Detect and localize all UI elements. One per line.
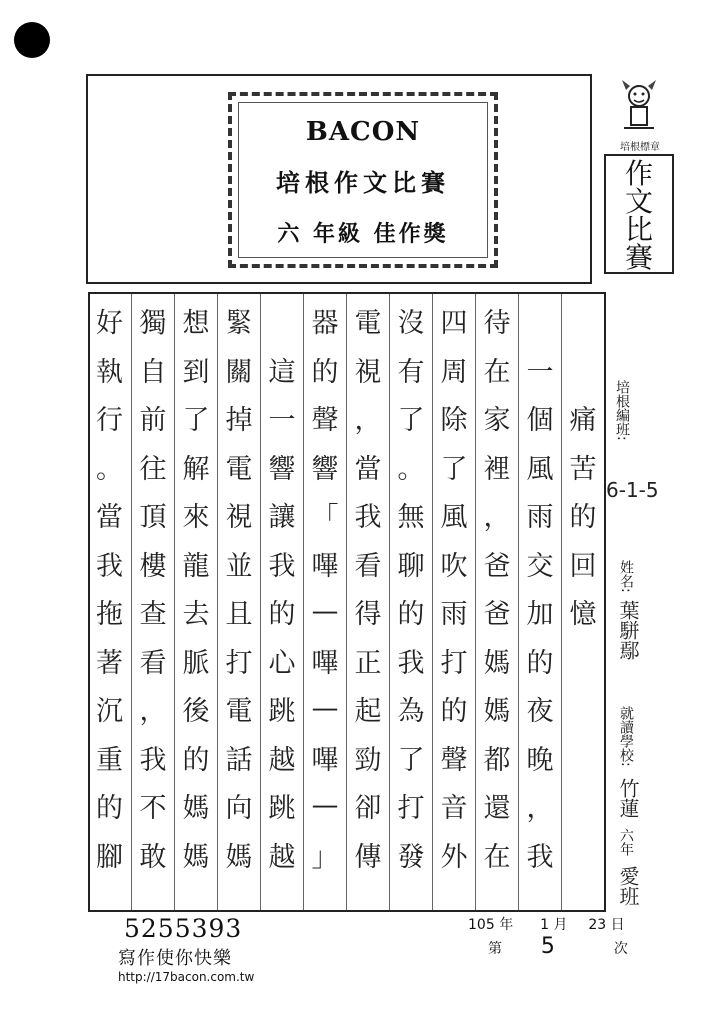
essay-char: 我 xyxy=(354,502,382,533)
essay-char: 勁 xyxy=(354,744,382,776)
bacon-stamp xyxy=(596,70,682,280)
essay-char xyxy=(562,345,604,394)
essay-char: 好 xyxy=(96,308,123,339)
essay-char: 緊 xyxy=(225,308,253,339)
essay-char: 爸 xyxy=(483,599,511,630)
essay-char: 我 xyxy=(526,841,554,873)
essay-char: 越 xyxy=(268,841,296,873)
essay-char: 視 xyxy=(354,356,382,388)
essay-char: 沒 xyxy=(397,308,425,339)
essay-char: 重 xyxy=(96,744,123,776)
essay-char: 的 xyxy=(569,502,597,533)
essay-column xyxy=(174,294,217,910)
essay-char: 晚 xyxy=(526,744,554,776)
essay-char: 當 xyxy=(354,453,382,485)
student-name: 葉駢鄢 xyxy=(616,600,640,660)
essay-char: 打 xyxy=(440,647,468,679)
essay-char: 個 xyxy=(526,405,554,436)
essay-char: 待 xyxy=(483,308,511,339)
essay-char: ， xyxy=(526,793,554,824)
essay-char: 卻 xyxy=(354,793,382,824)
essay-char: 讓 xyxy=(268,502,296,533)
essay-char: 掉 xyxy=(225,405,253,436)
essay-char: 執 xyxy=(96,356,123,388)
class-id-label: 培根編班: xyxy=(614,380,630,441)
date-line xyxy=(468,914,625,934)
essay-char: 聲 xyxy=(311,405,339,436)
essay-char: 視 xyxy=(225,502,253,533)
essay-char: 外 xyxy=(440,841,468,873)
essay-column xyxy=(561,294,604,910)
essay-char: 周 xyxy=(440,356,468,388)
essay-char: 了 xyxy=(397,744,425,776)
essay-char: 的 xyxy=(182,744,210,776)
essay-char: 爸 xyxy=(483,550,511,582)
essay-char: ， xyxy=(483,502,511,533)
essay-char: 媽 xyxy=(225,841,253,873)
slogan: 寫作使你快樂 xyxy=(118,948,232,969)
essay-char: 都 xyxy=(483,744,511,776)
page-line xyxy=(488,934,628,959)
corner-dot xyxy=(14,22,50,58)
essay-char: 跳 xyxy=(268,696,296,727)
brand-title: BACON xyxy=(305,117,421,147)
essay-char: 了 xyxy=(397,405,425,436)
essay-char: 雨 xyxy=(440,599,468,630)
school-grade: 六年 xyxy=(618,828,634,856)
essay-char: 解 xyxy=(182,453,210,485)
essay-char: 家 xyxy=(483,405,511,436)
stamp-caption: 培根標章 xyxy=(620,142,660,153)
essay-char: 無 xyxy=(397,502,425,533)
essay-char: 的 xyxy=(268,599,296,630)
date-month: 1 xyxy=(540,917,550,933)
essay-char: 裡 xyxy=(483,453,511,485)
essay-char: 嗶 xyxy=(311,744,339,776)
essay-char: 且 xyxy=(225,599,253,630)
essay-char: 一 xyxy=(268,405,296,436)
school-label: 就讀學校: xyxy=(618,706,634,767)
page-number: 5 xyxy=(540,934,555,959)
essay-char: 著 xyxy=(96,647,123,679)
essay-char: 打 xyxy=(225,647,253,679)
essay-char: 打 xyxy=(397,793,425,824)
essay-char xyxy=(562,684,604,733)
essay-column xyxy=(88,294,131,910)
school-name: 竹蓮 xyxy=(616,778,640,818)
essay-char: 在 xyxy=(483,356,511,388)
essay-column xyxy=(217,294,260,910)
page-prefix: 第 xyxy=(488,941,502,957)
essay-char: 沉 xyxy=(96,696,123,727)
essay-char: 聲 xyxy=(440,744,468,776)
essay-char: 跳 xyxy=(268,793,296,824)
essay-char: 樓 xyxy=(139,550,167,582)
essay-column xyxy=(518,294,561,910)
name-label: 姓名: xyxy=(618,560,634,593)
essay-char: 我 xyxy=(268,550,296,582)
essay-char: — xyxy=(311,596,339,627)
essay-char xyxy=(562,636,604,685)
essay-char: 媽 xyxy=(483,647,511,679)
essay-char: 看 xyxy=(139,647,167,679)
essay-char: 後 xyxy=(182,696,210,727)
award-text: 年級 佳作獎 xyxy=(313,222,449,247)
essay-char: 的 xyxy=(311,356,339,388)
essay-char: ， xyxy=(354,405,382,436)
essay-char: 憶 xyxy=(569,599,597,630)
essay-char: 越 xyxy=(268,744,296,776)
website-url: http://17bacon.com.tw xyxy=(118,970,255,984)
essay-char: — xyxy=(311,790,339,821)
essay-column xyxy=(303,294,346,910)
essay-char: 媽 xyxy=(182,841,210,873)
essay-char: 電 xyxy=(354,308,382,339)
essay-char: 交 xyxy=(526,550,554,582)
essay-char: 來 xyxy=(182,502,210,533)
essay-char: 心 xyxy=(268,647,296,679)
essay-char: 雨 xyxy=(526,502,554,533)
essay-char: 往 xyxy=(139,453,167,485)
essay-char: 我 xyxy=(397,647,425,679)
essay-char: 我 xyxy=(139,744,167,776)
essay-char: 正 xyxy=(354,647,382,679)
essay-char xyxy=(562,830,604,879)
essay-char: 回 xyxy=(569,550,597,582)
phone-number: 5255393 xyxy=(124,914,243,943)
essay-char: 的 xyxy=(440,696,468,727)
essay-char: 行 xyxy=(96,405,123,436)
essay-char: 了 xyxy=(182,405,210,436)
essay-char: 響 xyxy=(268,453,296,485)
essay-char: 四 xyxy=(440,308,468,339)
essay-char: 龍 xyxy=(182,550,210,582)
essay-column xyxy=(389,294,432,910)
essay-char: 」 xyxy=(311,841,339,873)
essay-char: 關 xyxy=(225,356,253,388)
stamp-text xyxy=(606,157,672,274)
essay-char xyxy=(562,733,604,782)
date-year-unit: 年 xyxy=(499,917,514,933)
essay-char: 發 xyxy=(397,841,425,873)
stamp-char: 作 xyxy=(624,157,653,190)
date-day: 23 xyxy=(588,917,607,933)
essay-char: 獨 xyxy=(139,308,167,339)
essay-char xyxy=(519,296,561,345)
essay-char: 前 xyxy=(139,405,167,436)
essay-column xyxy=(346,294,389,910)
stamp-char: 比 xyxy=(624,213,653,246)
essay-char xyxy=(562,781,604,830)
essay-char: 音 xyxy=(440,793,468,824)
essay-char: 。 xyxy=(397,453,425,485)
essay-char: 除 xyxy=(440,405,468,436)
essay-char: 吹 xyxy=(440,550,468,582)
essay-char: 嗶 xyxy=(311,550,339,582)
page-suffix: 次 xyxy=(613,941,628,957)
essay-column xyxy=(475,294,518,910)
essay-char: 想 xyxy=(182,308,210,339)
contest-title: 培根作文比賽 xyxy=(276,169,450,197)
essay-char: 的 xyxy=(526,647,554,679)
essay-char: 電 xyxy=(225,453,253,485)
essay-char: 嗶 xyxy=(311,647,339,679)
essay-char: 這 xyxy=(268,356,296,388)
essay-char: 脈 xyxy=(182,647,210,679)
essay-char xyxy=(562,296,604,345)
essay-char: 拖 xyxy=(96,599,123,630)
essay-char: 傳 xyxy=(354,841,382,873)
essay-char: 得 xyxy=(354,599,382,630)
award-line xyxy=(239,217,487,248)
date-month-unit: 月 xyxy=(553,917,568,933)
essay-char: 加 xyxy=(526,599,554,630)
essay-char: 頂 xyxy=(139,502,167,533)
essay-char: 媽 xyxy=(182,793,210,824)
essay-char: 看 xyxy=(354,550,382,582)
contest-banner xyxy=(228,92,498,268)
essay-char: 電 xyxy=(225,696,253,727)
essay-char: 查 xyxy=(139,599,167,630)
mascot-icon xyxy=(616,76,662,132)
essay-char: 去 xyxy=(182,599,210,630)
essay-char: 我 xyxy=(96,550,123,582)
essay-char: 話 xyxy=(225,744,253,776)
essay-char: 自 xyxy=(139,356,167,388)
class-id-value: 6-1-5 xyxy=(606,478,659,502)
school-class: 愛班 xyxy=(616,866,640,906)
essay-char: 並 xyxy=(225,550,253,582)
date-year: 105 xyxy=(468,917,495,933)
essay-char xyxy=(261,296,303,345)
essay-char: 還 xyxy=(483,793,511,824)
essay-char: 風 xyxy=(440,502,468,533)
essay-char: 向 xyxy=(225,793,253,824)
essay-char: 媽 xyxy=(483,696,511,727)
essay-char: 敢 xyxy=(139,841,167,873)
grade-value: 六 xyxy=(277,222,303,247)
essay-char: 夜 xyxy=(526,696,554,727)
essay-grid xyxy=(88,292,606,912)
essay-char: 「 xyxy=(311,502,339,533)
essay-column xyxy=(131,294,174,910)
essay-char: 到 xyxy=(182,356,210,388)
essay-column xyxy=(260,294,303,910)
essay-char: 一 xyxy=(526,356,554,388)
essay-char: 響 xyxy=(311,453,339,485)
essay-char: 在 xyxy=(483,841,511,873)
essay-char: 為 xyxy=(397,696,425,727)
essay-char: 的 xyxy=(397,599,425,630)
essay-char: 苦 xyxy=(569,453,597,485)
essay-char: 器 xyxy=(311,308,339,339)
essay-char: 風 xyxy=(526,453,554,485)
essay-char: 。 xyxy=(96,453,123,485)
banner-inner-frame xyxy=(238,102,488,258)
essay-char: 了 xyxy=(440,453,468,485)
essay-char: 有 xyxy=(397,356,425,388)
essay-char: 不 xyxy=(139,793,167,824)
essay-char: 聊 xyxy=(397,550,425,582)
stamp-char: 文 xyxy=(624,185,653,218)
essay-char: 痛 xyxy=(569,405,597,436)
essay-char: 的 xyxy=(96,793,123,824)
essay-char: — xyxy=(311,693,339,724)
essay-char: 當 xyxy=(96,502,123,533)
essay-char: 腳 xyxy=(96,841,123,873)
essay-char: 起 xyxy=(354,696,382,727)
stamp-box xyxy=(604,154,674,274)
essay-char: ， xyxy=(139,696,167,727)
stamp-char: 賽 xyxy=(624,241,653,274)
essay-column xyxy=(432,294,475,910)
date-day-unit: 日 xyxy=(610,917,625,933)
